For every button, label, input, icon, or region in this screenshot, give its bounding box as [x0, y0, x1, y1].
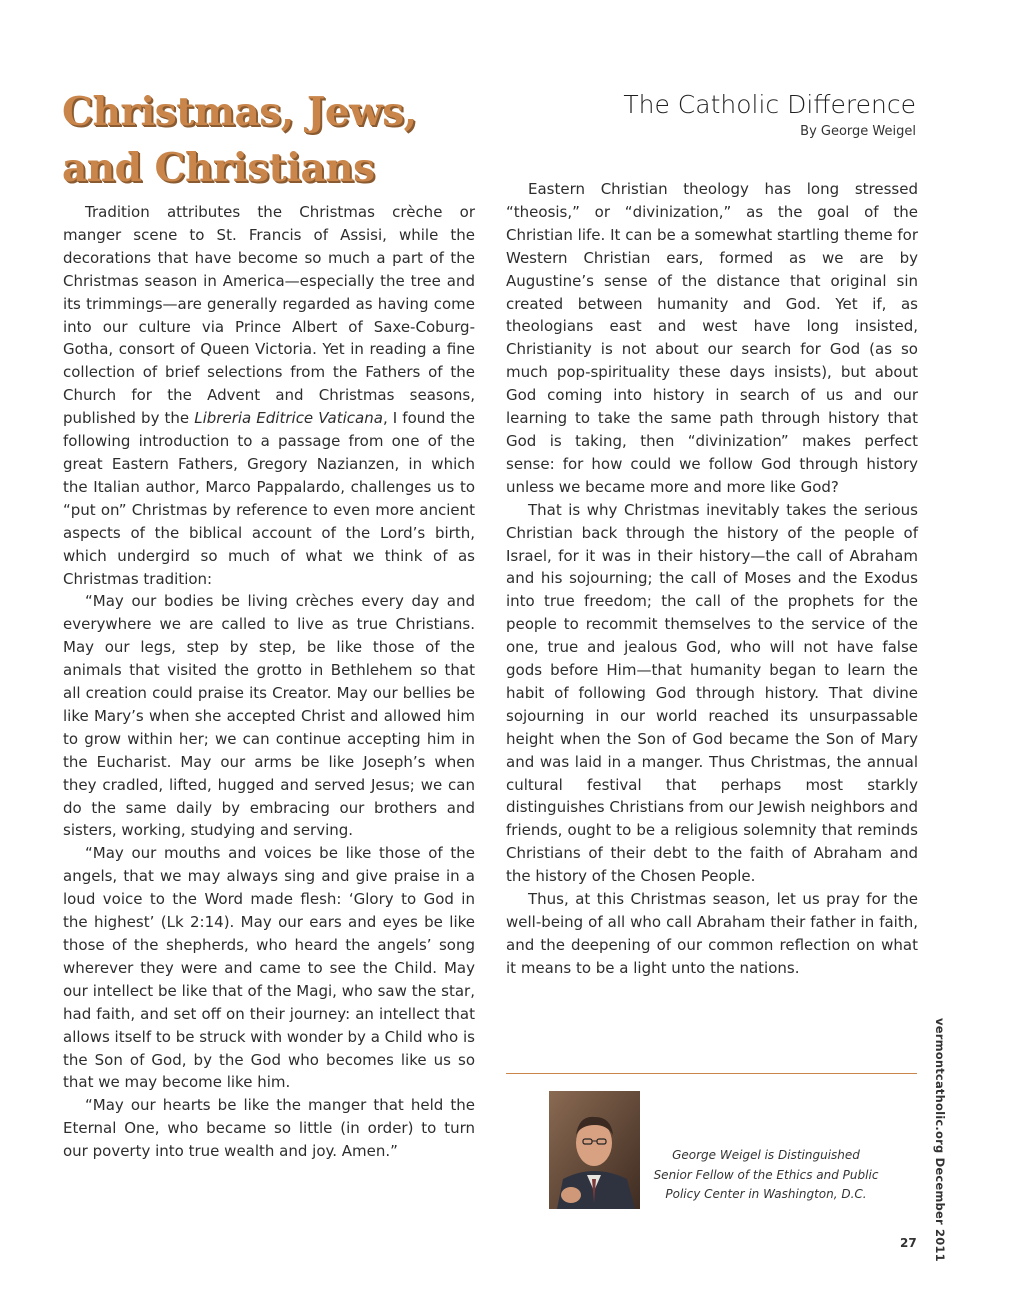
page-number: 27: [900, 1236, 917, 1250]
paragraph: That is why Christmas inevitably takes the serious Christian back through the history of the people of Israel, for it was in their history—the call of Abraham and his sojourning; the call of Moses and the Exodus into true freedom; the call of the prophets for the people to recommit themselves to the service of the one, true and jealous God, who will not have false gods before Him—that humanity began to learn the habit of following God through history. That divine sojourning in our world reached its unsurpassable height when the Son of God became the Son of Mary and was laid in a manger. Thus Christmas, the annual cultural festival that perhaps most starkly distinguishes Christians from our Jewish neighbors and friends, ought to be a religious solemnity that reminds Christians of their debt to the faith of Abraham and the history of the Chosen People.: [506, 500, 918, 886]
paragraph: [63, 201, 475, 590]
author-bio: [646, 1146, 886, 1205]
byline: By George Weigel: [800, 124, 916, 139]
left-column: [63, 201, 475, 1163]
author-photo: [549, 1091, 640, 1209]
paragraph: “May our bodies be living crèches every day and everywhere we are called to live as true Christians. May our legs, step by step, be like those of the animals that visited the grotto in Bethlehem so that all creation could praise its Creator. May our bellies be like Mary’s when she accepted Christ and allowed him to grow within her; we can continue accepting him in the Eucharist. May our arms be like Joseph’s when they cradled, lifted, hugged and served Jesus; we can do the same daily by embracing our brothers and sisters, working, studying and serving.: [63, 592, 475, 840]
paragraph: Thus, at this Christmas season, let us pray for the well-being of all who call Abraham their father in faith, and the deepening of our common reflection on what it means to be a light unto the nations.: [506, 890, 918, 977]
bio-line: George Weigel is Distinguished: [672, 1148, 860, 1162]
divider-rule: [506, 1073, 917, 1074]
paragraph-text: Tradition attributes the Christmas crèche or manger scene to St. Francis of Assisi, while the decorations that have become so much a part of the Christmas season in America—especially the tree and its trimmings—are generally regarded as having come into our culture via Prince Albert of Saxe-Coburg-Gotha, consort of Queen Victoria. Yet in reading a fine collection of brief selections from the Fathers of the Church for the Advent and Christmas seasons, published by the: [63, 203, 475, 428]
paragraph: “May our mouths and voices be like those of the angels, that we may always sing and give praise in a loud voice to the Word made flesh: ‘Glory to God in the highest’ (Lk 2:14). May our ears and eyes be like those of the shepherds, who heard the angels’ song wherever they were and came to see the Child. May our intellect be like that of the Magi, who saw the star, had faith, and set off on their journey: an intellect that allows itself to be struck with wonder by a Child who is the Son of God, by the God who becomes like us so that we may become like him.: [63, 844, 475, 1092]
article-title: [62, 84, 482, 196]
bio-line: Policy Center in Washington, D.C.: [665, 1187, 867, 1201]
column-name: The Catholic Difference: [623, 90, 916, 119]
column-header: [623, 88, 916, 139]
publisher-name: Libreria Editrice Vaticana: [194, 409, 383, 428]
right-column: [506, 178, 918, 980]
bio-line: Senior Fellow of the Ethics and Public: [653, 1167, 879, 1182]
title-line-1: Christmas, Jews,: [62, 89, 417, 135]
title-line-2: and Christians: [62, 145, 375, 191]
paragraph: Eastern Christian theology has long stressed “theosis,” or “divinization,” as the goal of the Christian life. It can be a somewhat startling theme for Western Christian ears, formed as we are by Augustine’s sense of the distance that original sin created between humanity and God. Yet if, as theologians east and west have long insisted, Christianity is not about our search for God (as so much pop-spirituality these days insists), but about God coming into history in search of us and our learning to take the same path through history that God is taking, then “divinization” makes perfect sense: for how could we follow God through history unless we became more and more like God?: [506, 180, 918, 496]
side-footer: vermontcatholic.org December 2011: [933, 1018, 947, 1262]
paragraph: “May our hearts be like the manger that held the Eternal One, who became so little (in order) to turn our poverty into true wealth and joy. Amen.”: [63, 1096, 475, 1161]
paragraph-text: , I found the following introduction to a passage from one of the great Eastern Fathers, Gregory Nazianzen, in which the Italian author, Marco Pappalardo, challenges us to “put on” Christmas by reference to even more ancient aspects of the biblical account of the Lord’s birth, which undergird so much of what we think of as Christmas tradition:: [63, 409, 476, 588]
